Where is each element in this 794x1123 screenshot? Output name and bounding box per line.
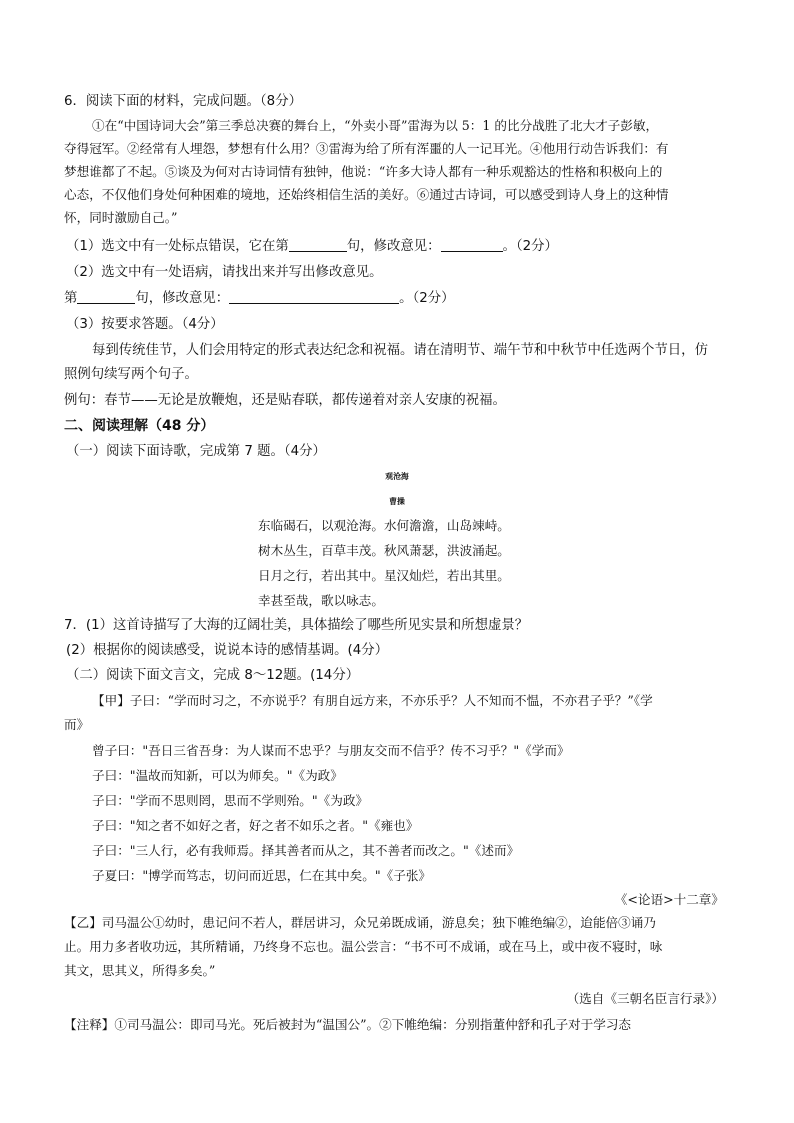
answer-blank[interactable] [77, 290, 135, 304]
poem-line: 日月之行，若出其中。星汉灿烂，若出其里。 [258, 568, 510, 583]
annotation-note: 【注释】①司马温公：即司马光。死后被封为“温国公”。②下帷绝编：分别指董仲舒和孔子对于学习态 [64, 1017, 632, 1032]
q6-sub1-suffix: 。（2分） [502, 239, 558, 254]
q7-part1: 7．(1）这首诗描写了大海的辽阔壮美，具体描绘了哪些所见实景和所想虚景？ [64, 618, 529, 633]
answer-blank[interactable] [289, 238, 347, 252]
poem-line: 树木丛生，百草丰茂。秋风萧瑟，洪波涌起。 [258, 543, 510, 558]
answer-blank[interactable] [441, 238, 503, 252]
lunyu-source: 《<论语>十二章》 [614, 892, 724, 907]
q6-passage-line: 夺得冠军。②经常有人埋怨，梦想有什么用？③雷海为给了所有浑噩的人一记耳光。④他用行动告诉我们：有 [64, 141, 669, 156]
lunyu-line: 子曰："三人行，必有我师焉。择其善者而从之，其不善者而改之。"《述而》 [92, 843, 520, 858]
q6-sub2-answer [64, 290, 455, 308]
yi-source: （选自《三朝名臣言行录》） [566, 991, 724, 1006]
q6-passage-line: 梦想谁都了不起。⑤谈及为何对古诗词情有独钟，他说：“许多大诗人都有一种乐观豁达的性格和积极向上的 [64, 164, 663, 179]
q6-sub3-text: 每到传统佳节，人们会用特定的形式表达纪念和祝福。请在清明节、端午节和中秋节中任选两个节日，仿 [92, 343, 708, 358]
jia-text: 【甲】子曰：“学而时习之，不亦说乎？有朋自远方来，不亦乐乎？人不知而不愠，不亦君子乎？”《学 [92, 693, 653, 708]
part1-heading: （一）阅读下面诗歌，完成第 7 题。（4分） [66, 444, 326, 459]
poem-author: 曹操 [389, 497, 405, 506]
yi-text: 其文，思其义，所得多矣。” [64, 963, 216, 978]
q6-sub1-middle: 句，修改意见： [346, 239, 441, 254]
lunyu-line: 子曰："温故而知新，可以为师矣。"《为政》 [92, 768, 343, 783]
q6-sub2-prefix: 第 [64, 291, 78, 306]
q6-example: 例句：春节——无论是放鞭炮，还是贴春联，都传递着对亲人安康的祝福。 [64, 393, 506, 408]
part2-heading: （二）阅读下面文言文，完成 8～12题。(14分） [66, 668, 360, 683]
poem-title: 观沧海 [385, 472, 409, 481]
q6-passage-line: ①在“中国诗词大会”第三季总决赛的舞台上，“外卖小哥”雷海为以 5：1 的比分战胜了北大才子彭敏， [92, 118, 659, 133]
q6-sub3: （3）按要求答题。（4分） [66, 317, 224, 332]
q6-title: 6．阅读下面的材料，完成问题。（8分） [64, 94, 302, 109]
q6-sub2: （2）选文中有一处语病，请找出来并写出修改意见。 [66, 265, 383, 280]
q7-part2: (2）根据你的阅读感受，说说本诗的感情基调。(4分） [66, 643, 389, 658]
q6-sub3-text: 照例句续写两个句子。 [64, 367, 198, 382]
lunyu-line: 子曰："学而不思则罔，思而不学则殆。"《为政》 [92, 793, 369, 808]
q6-sub2-middle: 句，修改意见： [135, 291, 230, 306]
jia-text: 而》 [64, 717, 90, 732]
answer-blank[interactable] [229, 290, 399, 304]
q6-passage-line: 心态，不仅他们身处何种困难的境地，还始终相信生活的美好。⑥通过古诗词，可以感受到诗人身上的这种情 [64, 187, 669, 202]
yi-text: 止。用力多者收功远，其所精诵，乃终身不忘也。温公尝言：“书不可不成诵，或在马上，或中夜不寝时，咏 [64, 939, 663, 954]
poem-line: 幸甚至哉，歌以咏志。 [258, 593, 384, 608]
poem-line: 东临碣石，以观沧海。水何澹澹，山岛竦峙。 [258, 518, 510, 533]
yi-text: 【乙】司马温公①幼时，患记问不若人，群居讲习，众兄弟既成诵，游息矣；独下帷绝编②，迨能倍③诵乃 [64, 915, 656, 930]
lunyu-line: 曾子曰："吾日三省吾身：为人谋而不忠乎？与朋友交而不信乎？传不习乎？"《学而》 [92, 743, 570, 758]
q6-sub1 [66, 238, 558, 256]
lunyu-line: 子曰："知之者不如好之者，好之者不如乐之者。"《雍也》 [92, 818, 419, 833]
q6-sub2-suffix: 。（2分） [399, 291, 455, 306]
section-heading: 二、阅读理解（48 分） [64, 418, 215, 434]
lunyu-line: 子夏曰："博学而笃志，切问而近思，仁在其中矣。"《子张》 [92, 868, 432, 883]
q6-passage-line: 怀，同时激励自己。” [64, 210, 178, 225]
q6-sub1-prefix: （1）选文中有一处标点错误，它在第 [66, 239, 289, 254]
